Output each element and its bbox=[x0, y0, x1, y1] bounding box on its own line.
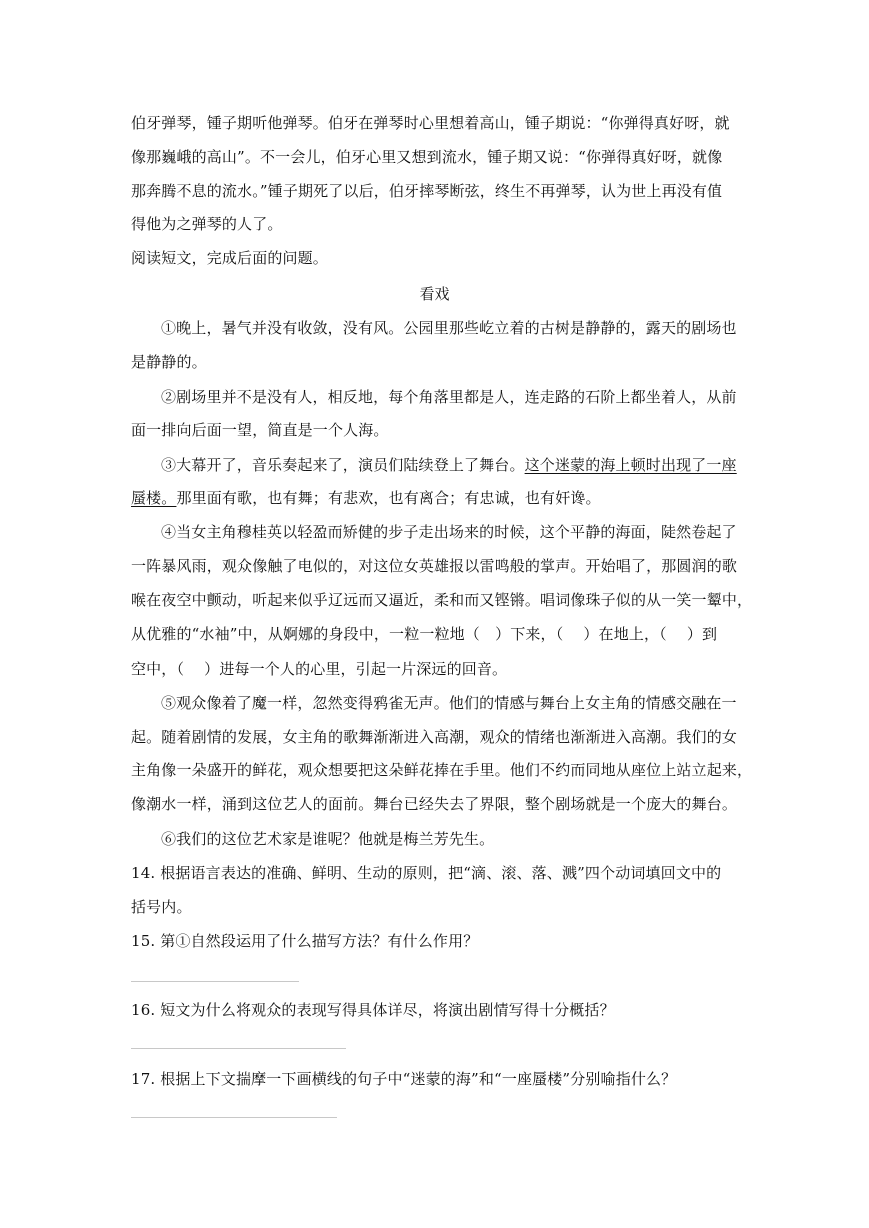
p3-underlined-sentence-end: 蜃楼。 bbox=[131, 489, 177, 507]
p5-line-2: 起。随着剧情的发展，女主角的歌舞渐渐进入高潮，观众的情绪也渐渐进入高潮。我们的女 bbox=[131, 728, 738, 746]
p3-line-1 bbox=[161, 455, 737, 475]
answer-line-17[interactable] bbox=[131, 1117, 337, 1118]
p3-underlined-sentence-start: 这个迷蒙的海上顿时出现了一座 bbox=[524, 456, 737, 474]
intro-line-2: 像那巍峨的高山”。不一会儿，伯牙心里又想到流水，锺子期又说：“你弹得真好呀，就像 bbox=[131, 148, 723, 166]
p1-line-1: ①晚上，暑气并没有收敛，没有风。公园里那些屹立着的古树是静静的，露天的剧场也 bbox=[161, 319, 737, 337]
p2-line-2: 面一排向后面一望，简直是一个人海。 bbox=[131, 421, 389, 439]
p4-line-4: 从优雅的“水袖”中，从婀娜的身段中，一粒一粒地（ ）下来，（ ）在地上，（ ）到 bbox=[131, 625, 718, 643]
question-16: 16. 短文为什么将观众的表现写得具体详尽，将演出剧情写得十分概括？ bbox=[131, 1001, 615, 1019]
question-15: 15. 第①自然段运用了什么描写方法？有什么作用？ bbox=[131, 932, 479, 950]
p4-line-1: ④当女主角穆桂英以轻盈而矫健的步子走出场来的时候，这个平静的海面，陡然卷起了 bbox=[161, 523, 737, 541]
p3-plain-text: ③大幕开了，音乐奏起来了，演员们陆续登上了舞台。 bbox=[161, 456, 525, 474]
p5-line-4: 像潮水一样，涌到这位艺人的面前。舞台已经失去了界限，整个剧场就是一个庞大的舞台。 bbox=[131, 795, 738, 813]
p2-line-1: ②剧场里并不是没有人，相反地，每个角落里都是人，连走路的石阶上都坐着人，从前 bbox=[161, 388, 737, 406]
p4-line-2: 一阵暴风雨，观众像触了电似的，对这位女英雄报以雷鸣般的掌声。开始唱了，那圆润的歌 bbox=[131, 557, 738, 575]
instruction-text: 阅读短文，完成后面的问题。 bbox=[131, 249, 328, 267]
answer-line-16[interactable] bbox=[131, 1048, 346, 1049]
question-17: 17. 根据上下文揣摩一下画横线的句子中“迷蒙的海”和“一座蜃楼”分别喻指什么？ bbox=[131, 1070, 677, 1088]
p5-line-1: ⑤观众像着了魔一样，忽然变得鸦雀无声。他们的情感与舞台上女主角的情感交融在一 bbox=[161, 694, 737, 712]
question-14-line-1: 14. 根据语言表达的准确、鲜明、生动的原则，把“滴、滚、落、溅”四个动词填回文中的 bbox=[131, 864, 722, 882]
p3-line-2 bbox=[131, 488, 601, 508]
p5-line-3: 主角像一朵盛开的鲜花，观众想要把这朵鲜花捧在手里。他们不约而同地从座位上站立起来， bbox=[131, 761, 753, 779]
p4-line-5: 空中，（ ）进每一个人的心里，引起一片深远的回音。 bbox=[131, 660, 508, 678]
question-14-line-2: 括号内。 bbox=[131, 898, 192, 916]
answer-line-15[interactable] bbox=[131, 981, 299, 982]
intro-line-1: 伯牙弹琴，锺子期听他弹琴。伯牙在弹琴时心里想着高山，锺子期说：“你弹得真好呀，就 bbox=[131, 114, 730, 132]
intro-line-4: 得他为之弹琴的人了。 bbox=[131, 215, 283, 233]
p6-line: ⑥我们的这位艺术家是谁呢？他就是梅兰芳先生。 bbox=[161, 830, 495, 848]
intro-line-3: 那奔腾不息的流水。”锺子期死了以后，伯牙摔琴断弦，终生不再弹琴，认为世上再没有值 bbox=[131, 182, 723, 200]
article-title: 看戏 bbox=[419, 285, 450, 303]
p4-line-3: 喉在夜空中颤动，听起来似乎辽远而又逼近，柔和而又铿锵。唱词像珠子似的从一笑一颦中， bbox=[131, 591, 753, 609]
p3-plain-text-2: 那里面有歌，也有舞；有悲欢，也有离合；有忠诚，也有奸谗。 bbox=[176, 489, 601, 507]
p1-line-2: 是静静的。 bbox=[131, 353, 207, 371]
